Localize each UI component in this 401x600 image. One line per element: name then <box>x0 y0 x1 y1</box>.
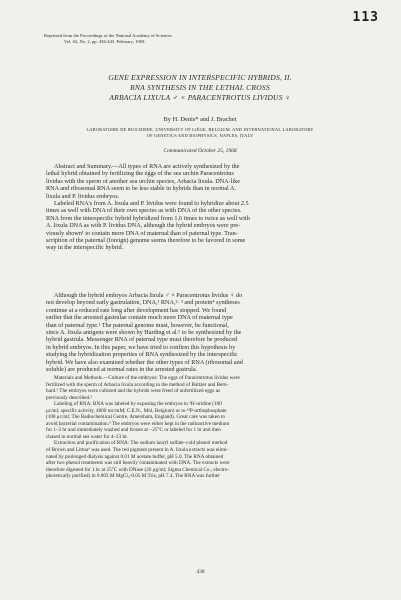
communicated-date: Communicated October 25, 1968 <box>163 148 237 154</box>
intro-line: not develop beyond early gastrulation, DNA,¹ RNA,²· ³ and protein⁴ syntheses <box>46 299 240 307</box>
methods-line: Labeling of RNA: RNA was labeled by exposing the embryos to ³H-uridine (100 <box>54 401 222 408</box>
page-stamp-number: 113 <box>352 10 379 25</box>
intro-line: soluble) are produced at normal rates in the arrested gastrula. <box>46 366 198 374</box>
methods-line: chased in normal sea water for 4–23 hr. <box>46 433 128 440</box>
methods-line: therefore digested for 1 hr at 25°C with DNase (20 μg/ml; Sigma Chemical Co., electro- <box>46 466 230 473</box>
abstract-line: way in the interspecific hybrid. <box>46 244 124 252</box>
methods-line: after two phenol treatments was still heavily contaminated with DNA. The extracts were <box>46 460 230 467</box>
intro-line: than of paternal type.¹ The paternal genome must, however, be functional, <box>46 321 229 329</box>
affiliation-line: LABORATOIRE DE BIOCHIMIE, UNIVERSITY OF LIÈGE, BELGIUM, AND INTERNATIONAL LABORATORY <box>86 127 314 132</box>
introduction-section <box>46 292 354 373</box>
abstract-line: Abstract and Summary.—All types of RNA are actively synthesized by the <box>54 163 240 170</box>
abstract-line: lethal hybrid obtained by fertilizing the eggs of the sea urchin Paracentrotus <box>46 170 234 178</box>
reprint-line: Vol. 63, No. 2, pp. 436-443. February, 1969. <box>64 39 146 44</box>
abstract-line: lixula and P. lividus embryos. <box>46 192 120 200</box>
intro-line: Although the hybrid embryos Arbacia lixula ♂ × Paracentrotus lividus ♀ do <box>54 292 243 299</box>
abstract-line: lividus with the sperm of another sea urchin species, Arbacia lixula. DNA-like <box>46 177 240 185</box>
intro-line: earlier that the arrested gastrulae contain much more DNA of maternal type <box>46 314 233 322</box>
intro-line: in hybrid embryos. In this paper, we have tried to confirm this hypothesis by <box>46 343 236 351</box>
methods-line: avoid bacterial contamination.³ The embryos were either kept in the radioactive medium <box>46 420 230 427</box>
paper-title <box>30 73 370 103</box>
author-affiliation <box>30 127 370 139</box>
abstract-line: A. lixula DNA as with P. lividus DNA, although the hybrid embryos were pre- <box>46 222 241 230</box>
intro-line: since A. lixula antigens were shown by Harding et al.⁵ to be synthesized by the <box>46 329 242 337</box>
abstract-line: times as well with DNA of their own species as with DNA of the other species. <box>46 207 242 215</box>
methods-line: (100 μc/ml; The Radiochemical Centre, Amersham, England). Great care was taken to <box>46 414 225 421</box>
intro-line: hybrid. We have also examined whether the other types of RNA (ribosomal and <box>46 358 243 366</box>
methods-line: for 1–3 hr and immediately washed and frozen at −25°C or labeled for 1 hr and then <box>46 427 221 434</box>
abstract-section <box>46 163 354 252</box>
methods-line: of Brown and Littna⁶ was used. The red pigment present in A. lixula extracts was elimi- <box>46 447 229 454</box>
intro-line: hybrid gastrula. Messenger RNA of paternal type must therefore be produced <box>46 336 238 344</box>
abstract-line: Labeled RNA's from A. lixula and P. lividus were found to hybridize about 2.5 <box>54 200 249 208</box>
page-number: 438 <box>196 569 205 575</box>
intro-line: studying the hybridization properties of RNA synthesized by the interspecific <box>46 351 238 359</box>
methods-line: Extraction and purification of RNA: The sodium lauryl sulfate–cold phenol method <box>54 440 228 447</box>
methods-line: hard.² The embryos were cultured and the hybrids were freed of unfertilized eggs as <box>46 388 221 395</box>
paper-authors: By H. Denis* and J. Brachet <box>163 116 237 123</box>
abstract-line: RNA from the interspecific hybrid hybridized from 1.6 times to twice as well with <box>46 214 250 222</box>
methods-line: μc/ml; specific activity, 4000 mc/mM; C.E.N., Mol, Belgium) or to ³²P-orthophosphate <box>46 407 227 414</box>
methods-line: nated by prolonged dialysis against 0.01 M acetate buffer, pH 5.0. The RNA obtained <box>46 453 224 460</box>
affiliation-line: OF GENETICS AND BIOPHYSICS, NAPLES, ITALY <box>146 133 254 138</box>
reprint-notice <box>44 33 364 45</box>
methods-line: previously described.² <box>46 394 92 401</box>
abstract-line: scription of the paternal (foreign) genome seems therefore to be favored in some <box>46 237 246 245</box>
title-line: ARBACIA LIXULA ♂ × PARACENTROTUS LIVIDUS ♀ <box>109 93 291 102</box>
abstract-line: RNA and ribosomal RNA seem to be less stable in hybrids than in normal A. <box>46 185 236 193</box>
methods-line: Materials and Methods.—Culture of the embryos: The eggs of Paracentrotus lividus were <box>54 375 240 381</box>
abstract-line: viously shown¹ to contain more DNA of maternal than of paternal type. Tran- <box>46 229 238 237</box>
title-line: RNA SYNTHESIS IN THE LETHAL CROSS <box>130 83 270 92</box>
title-line: GENE EXPRESSION IN INTERSPECIFIC HYBRIDS, II. <box>108 73 292 82</box>
methods-line: fertilized with the sperm of Arbacia lixula according to the method of Baltzer and Bern- <box>46 381 229 388</box>
reprint-line: Reprinted from the Proceedings of the National Academy of Sciences <box>44 33 172 38</box>
methods-line: phoretically purified) in 0.003 M MgCl₂-0.05 M Tris, pH 7.4. The RNA was further <box>46 473 220 480</box>
methods-section <box>46 375 354 480</box>
intro-line: continue at a reduced rate long after development has stopped. We found <box>46 306 227 314</box>
